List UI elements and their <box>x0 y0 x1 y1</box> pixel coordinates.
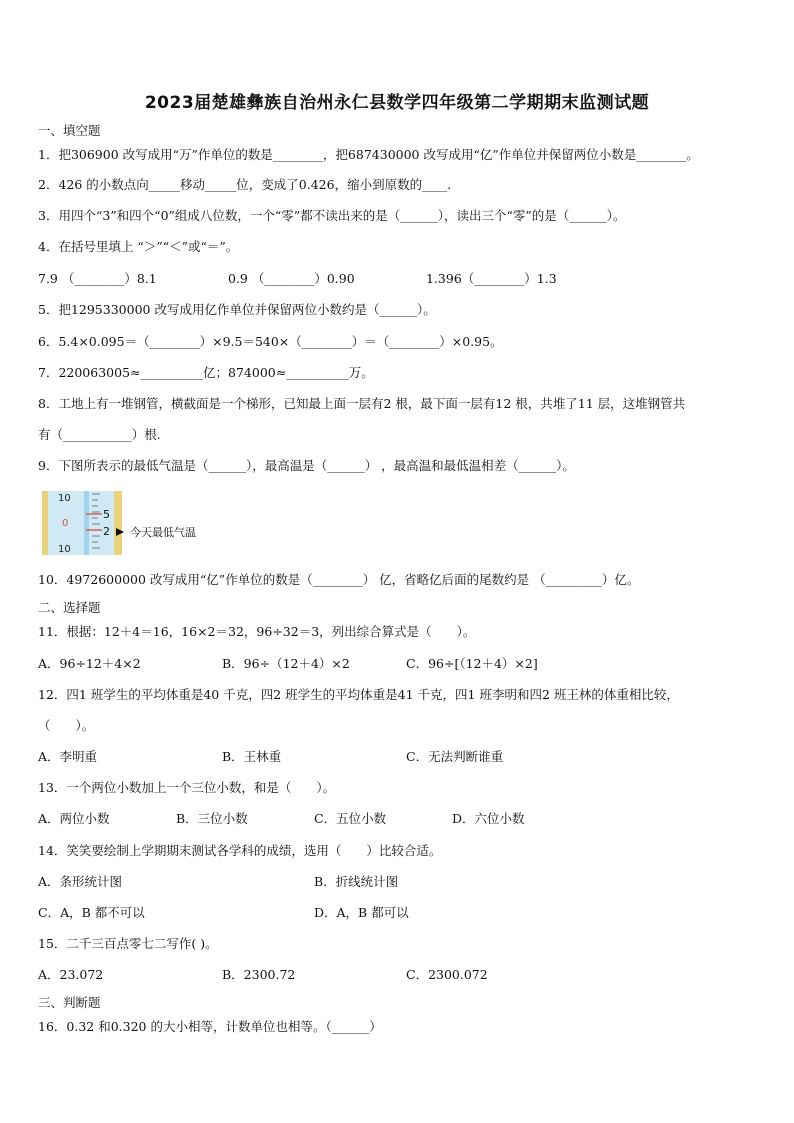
thermometer-tick-top: 10 <box>58 493 71 504</box>
question-12-line-2: （ ）。 <box>38 718 95 733</box>
question-12-line-1: 12．四1 班学生的平均体重是40 千克，四2 班学生的平均体重是41 千克，四1 班李明和四2 班王林的体重相比较， <box>38 687 679 702</box>
high-temp-mark: 5 <box>103 508 110 521</box>
question-13-option-a: A．两位小数 <box>38 811 110 826</box>
section-heading-judgement: 三、判断题 <box>38 995 101 1010</box>
question-8-line-1: 8．工地上有一堆钢管，横截面是一个梯形，已知最上面一层有2 根，最下面一层有12 根，共堆了11 层，这堆钢管共 <box>38 396 686 411</box>
thermometer-tube <box>84 491 89 555</box>
question-11-option-a: A．96÷12＋4×2 <box>38 656 141 671</box>
question-2: 2．426 的小数点向_____移动_____位，变成了0.426，缩小到原数的____. <box>38 177 452 192</box>
question-16: 16．0.32 和0.320 的大小相等，计数单位也相等。（______） <box>38 1019 382 1034</box>
question-15-option-b: B．2300.72 <box>222 967 296 982</box>
question-6: 6．5.4×0.095＝（________）×9.5＝540×（________）＝（________）×0.95。 <box>38 334 503 349</box>
question-14-option-a: A．条形统计图 <box>38 874 123 889</box>
low-temp-mark: 2 <box>103 525 110 538</box>
thermometer-frame-right <box>114 491 122 555</box>
question-4-item-c: 1.396（________）1.3 <box>426 271 557 286</box>
question-12-option-c: C．无法判断谁重 <box>406 749 504 764</box>
question-3: 3．用四个“3”和四个“0”组成八位数，一个“零”都不读出来的是（______），读出三个“零”的是（______）。 <box>38 208 626 223</box>
question-14: 14．笑笑要绘制上学期期末测试各学科的成绩，选用（ ）比较合适。 <box>38 843 442 858</box>
question-4-item-a: 7.9 （________）8.1 <box>38 271 157 286</box>
section-heading-choice: 二、选择题 <box>38 600 101 615</box>
section-heading-fill-blank: 一、填空题 <box>38 123 101 138</box>
question-13-option-d: D．六位小数 <box>452 811 525 826</box>
question-10: 10．4972600000 改写成用“亿”作单位的数是（________） 亿，省略亿后面的尾数约是 （_________）亿。 <box>38 572 640 587</box>
question-1: 1．把306900 改写成用“万”作单位的数是________，把687430000 改写成用“亿”作单位并保留两位小数是________。 <box>38 147 699 162</box>
question-13: 13．一个两位小数加上一个三位小数，和是（ ）。 <box>38 780 336 795</box>
question-4-item-b: 0.9 （________）0.90 <box>228 271 355 286</box>
question-15: 15．二千三百点零七二写作( )。 <box>38 936 218 951</box>
question-4: 4．在括号里填上 “＞”“＜”或“＝”。 <box>38 239 239 254</box>
thermometer-tick-bottom: 10 <box>58 544 71 555</box>
thermometer-tick-zero: 0 <box>62 518 69 529</box>
thermometer-figure <box>40 490 126 556</box>
question-15-option-a: A．23.072 <box>38 967 104 982</box>
question-15-option-c: C．2300.072 <box>406 967 488 982</box>
question-13-option-b: B．三位小数 <box>176 811 248 826</box>
question-13-option-c: C．五位小数 <box>314 811 387 826</box>
question-11-option-b: B．96÷（12＋4）×2 <box>222 656 350 671</box>
question-14-option-c: C．A，B 都不可以 <box>38 905 145 920</box>
page-title: 2023届楚雄彝族自治州永仁县数学四年级第二学期期末监测试题 <box>144 93 650 113</box>
question-14-option-b: B．折线统计图 <box>314 874 399 889</box>
question-5: 5．把1295330000 改写成用亿作单位并保留两位小数约是（______）。 <box>38 302 436 317</box>
question-11-option-c: C．96÷[（12＋4）×2] <box>406 656 538 671</box>
thermometer-label: 今天最低气温 <box>130 526 196 539</box>
thermometer-frame-left <box>42 491 48 555</box>
question-11: 11．根据：12＋4＝16，16×2＝32，96÷32＝3，列出综合算式是（ ）。 <box>38 624 476 639</box>
question-12-option-a: A．李明重 <box>38 749 98 764</box>
question-9: 9．下图所表示的最低气温是（______），最高温是（______） ，最高温和最低温相差（______）。 <box>38 458 575 473</box>
question-7: 7．220063005≈__________亿；874000≈__________万。 <box>38 365 374 380</box>
question-8-line-2: 有（___________）根. <box>38 427 161 442</box>
question-14-option-d: D．A，B 都可以 <box>314 905 409 920</box>
question-12-option-b: B．王林重 <box>222 749 282 764</box>
